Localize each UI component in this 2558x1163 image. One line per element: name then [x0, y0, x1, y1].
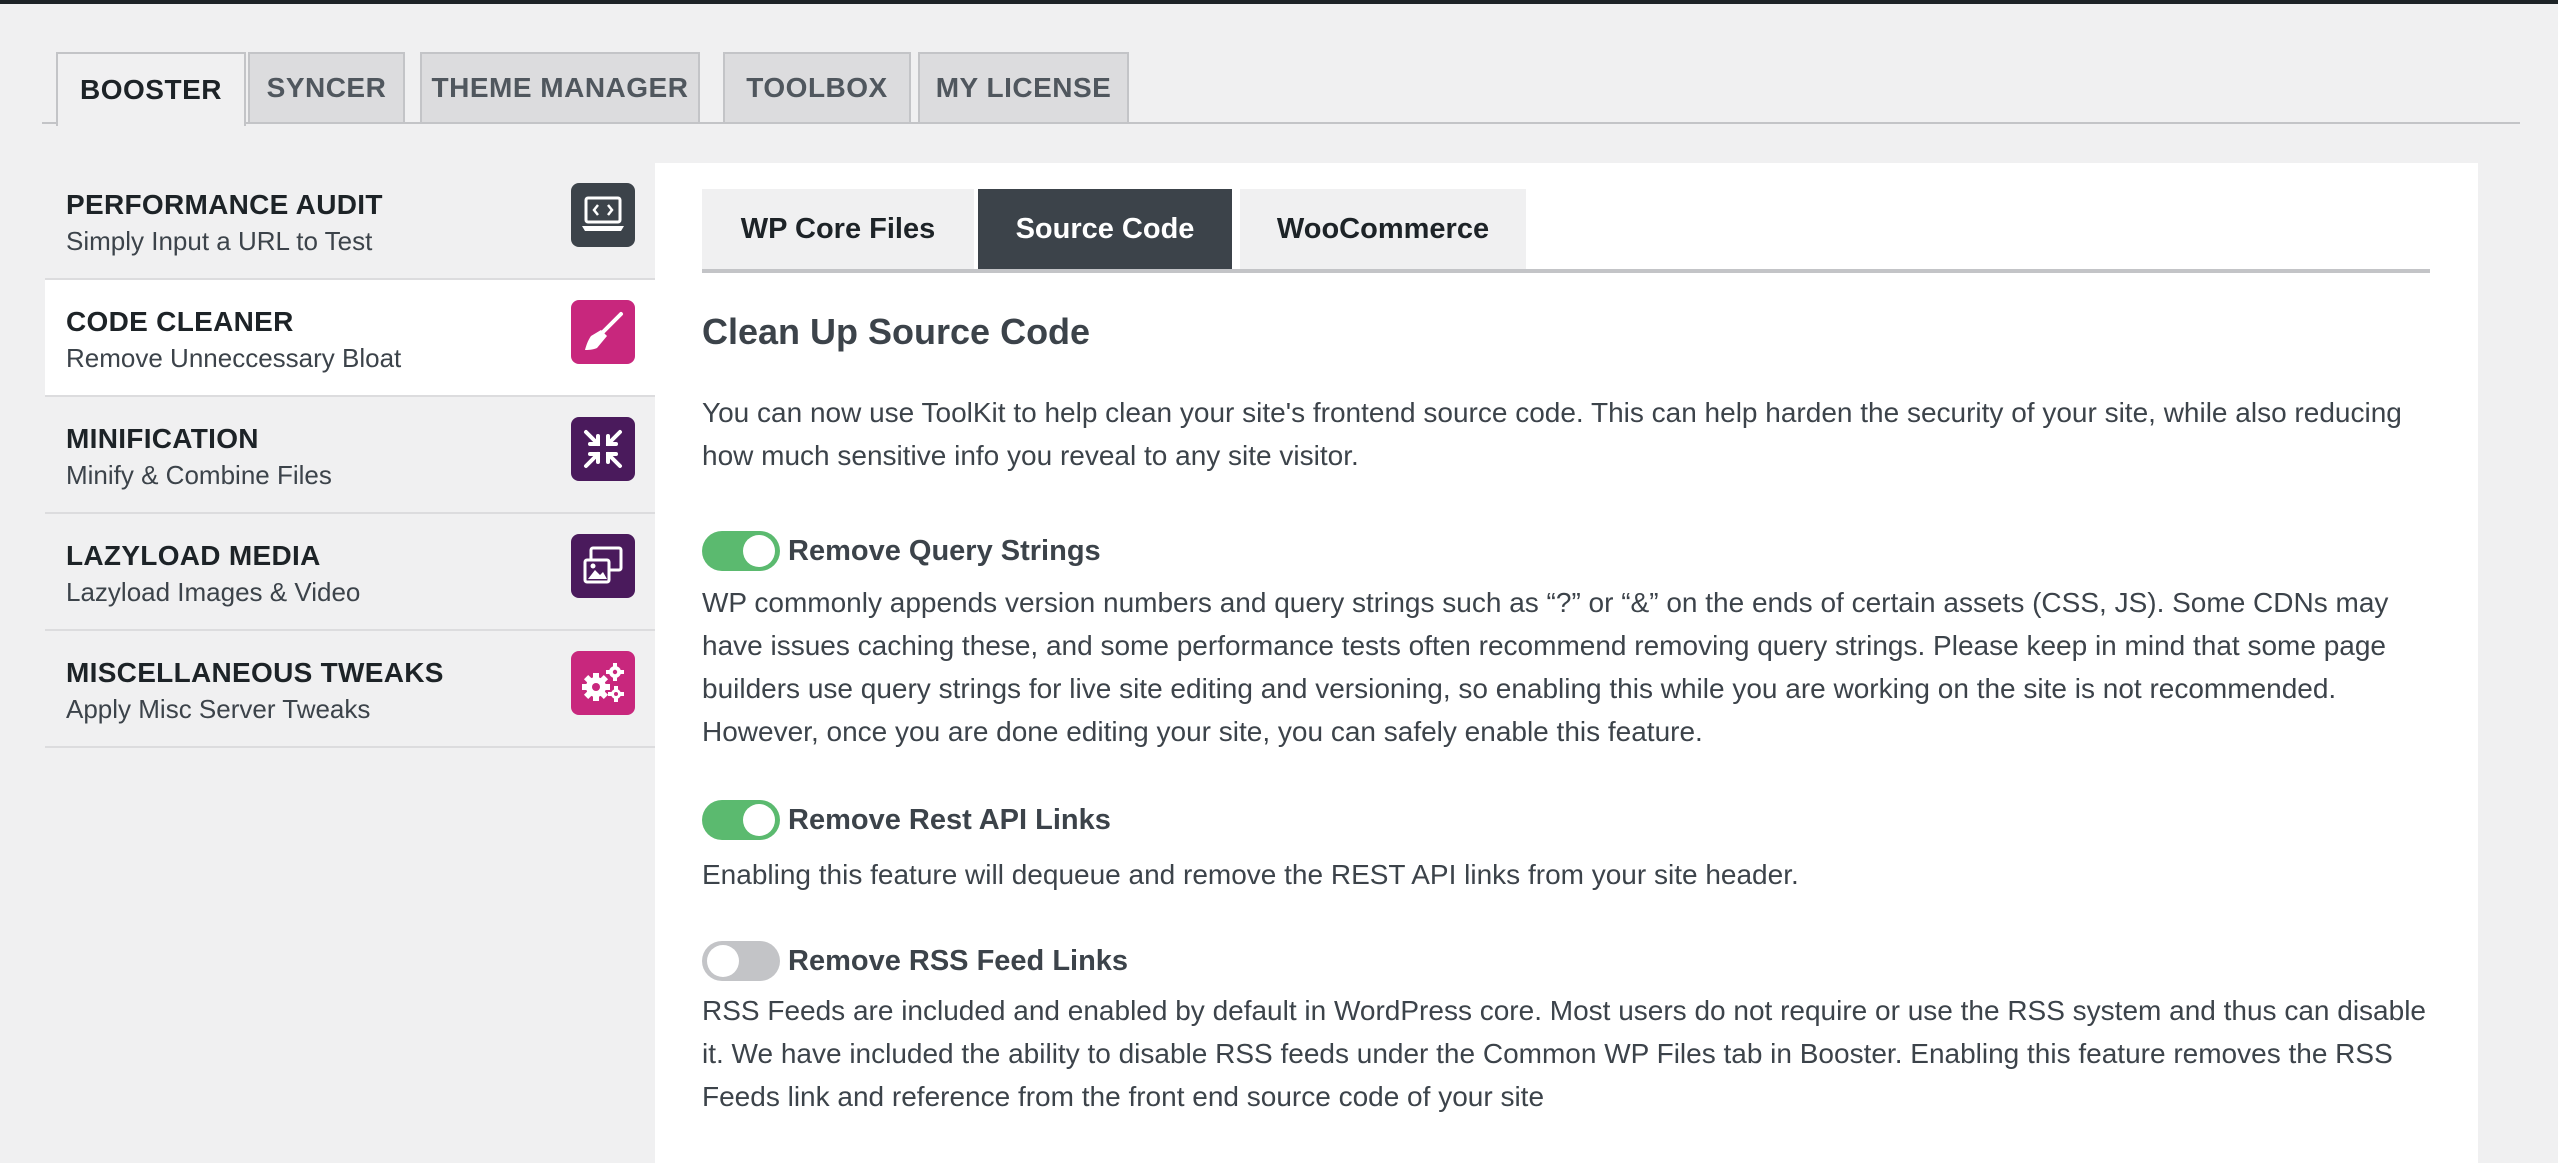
sidebar-item-performance-audit[interactable] [45, 163, 655, 280]
tab-my-license[interactable]: MY LICENSE [918, 52, 1129, 122]
tab-booster[interactable]: BOOSTER [56, 52, 246, 126]
toggle-knob [743, 804, 775, 836]
option-description: RSS Feeds are included and enabled by default in WordPress core. Most users do not require or use the RSS system and thus can disable it. We have included the ability to disable RSS feeds under the Common WP Files tab in Booster. Enabling this feature removes the RSS Feeds link and reference from the front end source code of your site [702, 995, 2426, 1112]
option-label: Remove RSS Feed Links [788, 944, 1129, 977]
option-remove-rest-api-links [702, 800, 1111, 840]
tab-toolbox[interactable]: TOOLBOX [723, 52, 911, 122]
compress-icon [571, 417, 635, 481]
sidebar-item-title: PERFORMANCE AUDIT [66, 189, 383, 220]
sidebar-item-subtitle: Simply Input a URL to Test [66, 226, 373, 256]
option-remove-query-strings [702, 531, 1101, 571]
cogs-icon [571, 651, 635, 715]
tab-theme-manager[interactable]: THEME MANAGER [420, 52, 700, 122]
option-description: Enabling this feature will dequeue and remove the REST API links from your site header. [702, 859, 1799, 890]
main-panel [655, 163, 2478, 1163]
sidebar-item-subtitle: Minify & Combine Files [66, 460, 332, 490]
photo-video-icon [571, 534, 635, 598]
broom-icon [571, 300, 635, 364]
admin-top-bar [0, 0, 2558, 4]
subtab-source-code[interactable]: Source Code [978, 189, 1232, 269]
tab-syncer[interactable]: SYNCER [248, 52, 405, 122]
section-intro: You can now use ToolKit to help clean your site's frontend source code. This can help harden the security of your site, while also reducing how much sensitive info you reveal to any site visitor. [702, 397, 2402, 471]
sidebar-item-minification[interactable] [45, 397, 655, 514]
sidebar-item-title: MISCELLANEOUS TWEAKS [66, 657, 444, 688]
sidebar-item-title: MINIFICATION [66, 423, 259, 454]
sidebar-item-subtitle: Remove Unneccessary Bloat [66, 343, 402, 373]
option-remove-rss-feed-links [702, 941, 1128, 981]
top-tab-bar [42, 50, 2520, 124]
sub-tab-bar [702, 189, 2430, 273]
sidebar-item-title: LAZYLOAD MEDIA [66, 540, 321, 571]
option-label: Remove Rest API Links [788, 803, 1111, 836]
remove-rest-api-links-toggle[interactable] [702, 800, 780, 840]
option-label: Remove Query Strings [788, 534, 1101, 567]
sidebar-item-code-cleaner[interactable] [45, 280, 655, 397]
sidebar-item-subtitle: Apply Misc Server Tweaks [66, 694, 371, 724]
sidebar-item-miscellaneous-tweaks[interactable] [45, 631, 655, 748]
subtab-woocommerce[interactable]: WooCommerce [1240, 189, 1526, 269]
toggle-knob [743, 535, 775, 567]
option-description: WP commonly appends version numbers and query strings such as “?” or “&” on the ends of certain assets (CSS, JS). Some CDNs may have issues caching these, and some performance tests often recommend removing query strings. Please keep in mind that some page builders use query strings for live site editing and versioning, so enabling this while you are working on the site is not recommended. However, once you are done editing your site, you can safely enable this feature. [702, 587, 2389, 747]
booster-sidebar [45, 163, 655, 748]
sidebar-item-subtitle: Lazyload Images & Video [66, 577, 361, 607]
laptop-code-icon [571, 183, 635, 247]
toggle-knob [707, 945, 739, 977]
remove-query-strings-toggle[interactable] [702, 531, 780, 571]
subtab-wp-core-files[interactable]: WP Core Files [702, 189, 974, 269]
sidebar-item-title: CODE CLEANER [66, 306, 294, 337]
sidebar-item-lazyload-media[interactable] [45, 514, 655, 631]
remove-rss-feed-links-toggle[interactable] [702, 941, 780, 981]
section-title: Clean Up Source Code [702, 311, 1091, 352]
